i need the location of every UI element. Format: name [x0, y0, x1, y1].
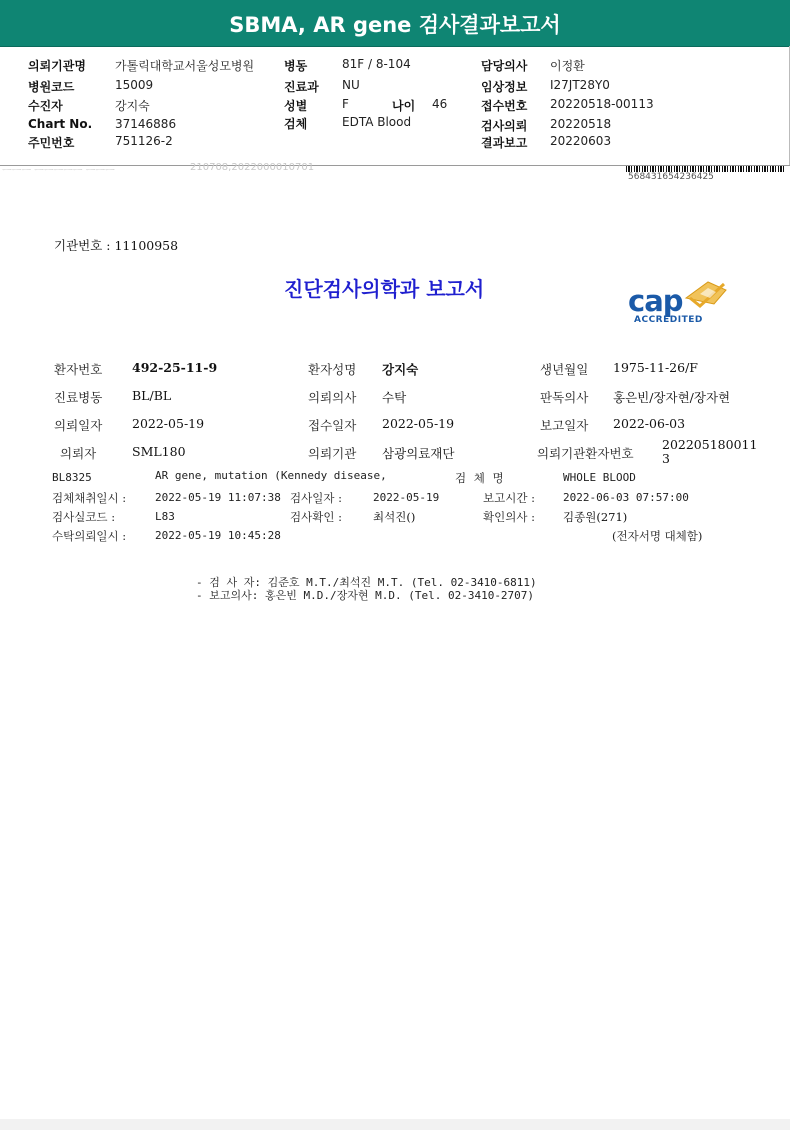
page-bottom-bar	[0, 1119, 790, 1130]
info-label: 판독의사	[540, 390, 589, 405]
info-label: 의뢰자	[60, 446, 97, 461]
info-label: 보고일자	[540, 418, 589, 433]
header-label: 병원코드	[28, 80, 75, 94]
confirm-label: 검사확인 :	[290, 510, 342, 524]
cap-logo-text: cap	[628, 284, 683, 318]
doctor-value: 김종원(271)	[563, 510, 628, 524]
info-value: 2022-05-19	[132, 416, 205, 431]
header-value: 15009	[115, 78, 154, 92]
staff-line-doctor: - 보고의사: 홍은빈 M.D./장자현 M.D. (Tel. 02-3410-2707)	[196, 589, 535, 602]
header-value: 37146886	[115, 117, 177, 131]
cap-accredited-logo	[626, 280, 730, 328]
header-value: 81F / 8-104	[342, 57, 411, 71]
report-title: 진단검사의학과 보고서	[284, 277, 485, 301]
patient-number: 492-25-11-9	[132, 360, 218, 375]
reporttime-label: 보고시간 :	[483, 491, 535, 505]
testdate-label: 검사일자 :	[290, 491, 342, 505]
header-value: 이정환	[550, 59, 585, 73]
info-value: 2022-06-03	[613, 416, 686, 431]
info-value: 3	[662, 451, 670, 466]
info-value: 수탁	[382, 390, 407, 405]
test-name: AR gene, mutation (Kennedy disease,	[155, 469, 387, 482]
reporttime-value: 2022-06-03 07:57:00	[563, 491, 689, 504]
header-label: 주민번호	[28, 136, 75, 150]
header-label: 의뢰기관명	[28, 59, 86, 73]
room-value: L83	[155, 510, 175, 523]
specimen-label: 검 체 명	[455, 471, 506, 485]
esign-note: (전자서명 대체함)	[612, 529, 703, 543]
info-value: 삼광의료재단	[382, 446, 455, 461]
info-value: SML180	[132, 444, 186, 459]
info-value: 2022-05-19	[382, 416, 455, 431]
info-value: 홍은빈/장자현/장자현	[613, 390, 731, 405]
header-label: Chart No.	[28, 117, 93, 131]
header-label: 결과보고	[481, 136, 528, 150]
header-label-age: 나이	[392, 99, 416, 113]
faint-text: 210708,2022000010701	[190, 162, 315, 173]
info-label: 접수일자	[308, 418, 357, 433]
cap-logo-subtext: ACCREDITED	[634, 315, 703, 325]
report-banner-title: SBMA, AR gene 검사결과보고서	[229, 13, 561, 37]
request-label: 수탁의뢰일시 :	[52, 529, 127, 543]
agency-number: 기관번호 : 11100958	[54, 238, 179, 253]
header-label: 접수번호	[481, 99, 528, 113]
header-value: 20220518	[550, 117, 612, 131]
info-label: 의뢰기관환자번호	[537, 446, 634, 461]
info-value: 202205180011	[662, 437, 758, 452]
testdate-value: 2022-05-19	[373, 491, 440, 504]
header-value: 751126-2	[115, 134, 173, 148]
header-value: 강지숙	[115, 99, 150, 113]
info-label: 의뢰기관	[308, 446, 357, 461]
header-value: 20220603	[550, 134, 612, 148]
header-banner	[0, 0, 790, 47]
header-label: 검체	[284, 117, 308, 131]
header-value: I27JT28Y0	[550, 78, 610, 92]
info-label: 생년월일	[540, 362, 589, 377]
faint-text: ㅡㅡㅡ ㅡㅡㅡㅡㅡ ㅡㅡㅡ	[2, 166, 115, 177]
staff-line-tester: - 검 사 자: 김준호 M.T./최석진 M.T. (Tel. 02-3410-6811)	[196, 576, 537, 589]
collect-label: 검체채취일시 :	[52, 491, 127, 505]
header-value: 가톨릭대학교서울성모병원	[115, 59, 255, 73]
barcode-number: 568431654236425	[628, 172, 714, 182]
collect-value: 2022-05-19 11:07:38	[155, 491, 281, 504]
doctor-label: 확인의사 :	[483, 510, 535, 524]
header-value: 20220518-00113	[550, 97, 654, 111]
header-label: 검사의뢰	[481, 119, 528, 133]
header-label: 담당의사	[481, 59, 528, 73]
patient-name: 강지숙	[382, 362, 419, 377]
header-value: F	[342, 97, 349, 111]
info-value: BL/BL	[132, 388, 172, 403]
header-value-age: 46	[432, 97, 448, 111]
header-label: 수진자	[28, 99, 63, 113]
confirm-value: 최석진()	[373, 510, 416, 524]
header-value: EDTA Blood	[342, 115, 412, 129]
info-label: 진료병동	[54, 390, 103, 405]
info-label: 의뢰의사	[308, 390, 357, 405]
info-label: 환자번호	[54, 362, 103, 377]
info-label: 의뢰일자	[54, 418, 103, 433]
info-label: 환자성명	[308, 362, 357, 377]
test-code: BL8325	[52, 471, 92, 484]
room-label: 검사실코드 :	[52, 510, 116, 524]
header-label: 병동	[284, 59, 308, 73]
header-label: 성별	[284, 99, 308, 113]
specimen-value: WHOLE BLOOD	[563, 471, 636, 484]
header-label: 진료과	[284, 80, 319, 94]
header-label: 임상정보	[481, 80, 528, 94]
header-value: NU	[342, 78, 360, 92]
birth-date: 1975-11-26/F	[613, 360, 698, 375]
request-value: 2022-05-19 10:45:28	[155, 529, 281, 542]
